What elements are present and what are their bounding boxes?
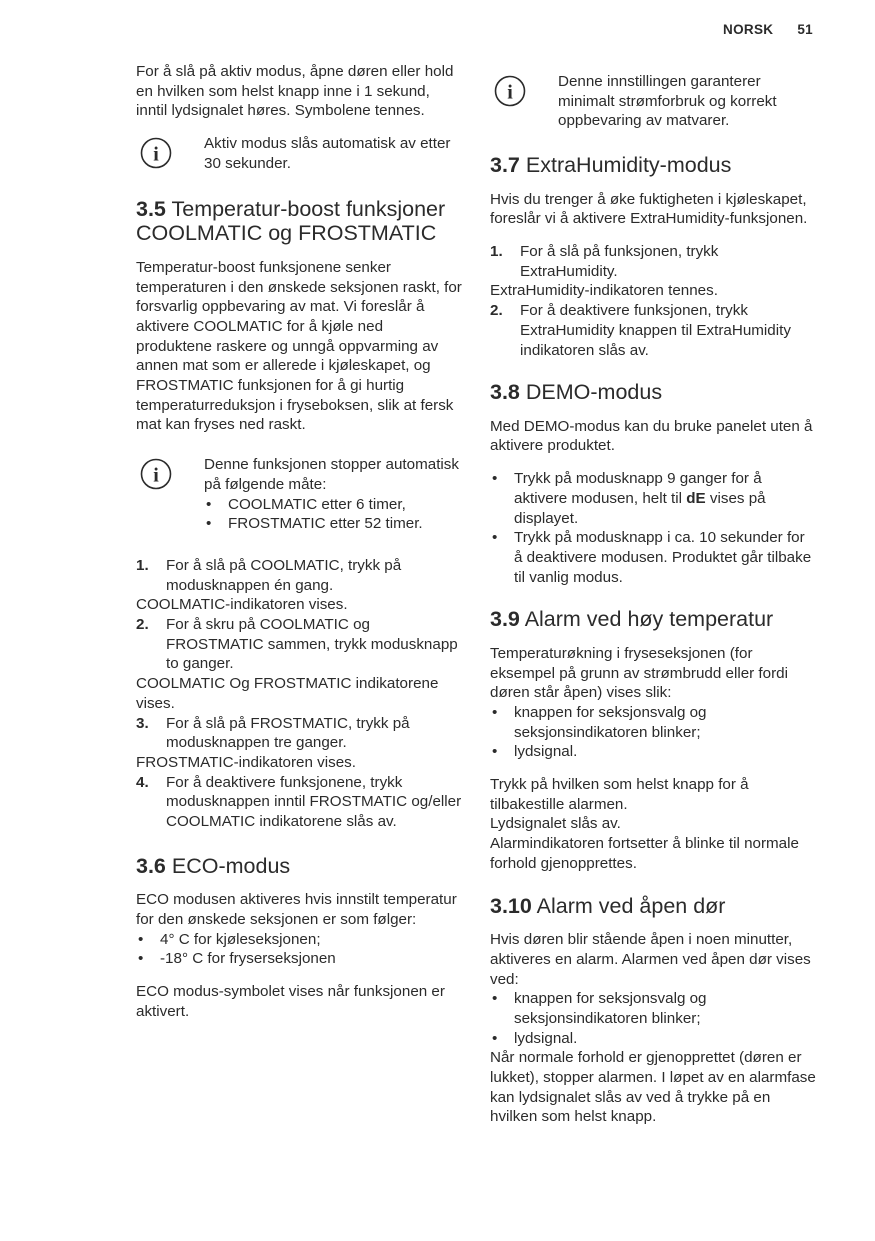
section-paragraph: Trykk på hvilken som helst knapp for å tilbakestille alarmen. bbox=[490, 776, 749, 813]
list-item: • Trykk på modusknapp i ca. 10 sekunder for å deaktivere modusen. Produktet går tilbake til vanlig modus. bbox=[490, 528, 816, 587]
section-heading-3-10: 3.10 Alarm ved åpen dør bbox=[490, 893, 726, 918]
info-note-text: Aktiv modus slås automatisk av etter 30 sekunder. bbox=[204, 135, 451, 172]
info-note-text: Denne funksjonen stopper automatisk på følgende måte: bbox=[204, 456, 459, 493]
page-header bbox=[703, 22, 813, 37]
info-note-text: Denne innstillingen garanterer minimalt strømforbruk og korrekt oppbevaring av matvarer. bbox=[558, 73, 777, 130]
svg-text:i: i bbox=[507, 81, 513, 104]
section-paragraph: Alarmindikatoren fortsetter å blinke til normale forhold gjenopprettes. bbox=[490, 835, 799, 872]
section-heading-3-6: 3.6 ECO-modus bbox=[136, 853, 291, 878]
svg-text:i: i bbox=[153, 464, 159, 487]
info-note bbox=[490, 72, 816, 131]
list-item: • lydsignal. bbox=[490, 1029, 816, 1049]
list-item: • lydsignal. bbox=[490, 742, 816, 762]
section-body: Med DEMO-modus kan du bruke panelet uten å aktivere produktet. bbox=[490, 417, 813, 455]
section-paragraph: ECO modus-symbolet vises når funksjonen er aktivert. bbox=[136, 983, 445, 1020]
display-code: dE bbox=[686, 489, 706, 507]
list-item: • knappen for seksjonsvalg og seksjonsindikatoren blinker; bbox=[490, 989, 816, 1028]
section-paragraph: Lydsignalet slås av. bbox=[490, 815, 621, 833]
right-column bbox=[490, 72, 816, 1127]
section-body: Temperaturøkning i fryseseksjonen (for eksempel på grunn av strømbrudd eller fordi døren står åpen) vises slik: bbox=[490, 644, 788, 702]
section-label: NORSK bbox=[723, 22, 774, 37]
section-body: ECO modusen aktiveres hvis innstilt temperatur for den ønskede seksjonen er som følger: bbox=[136, 891, 457, 928]
list-item: • COOLMATIC etter 6 timer, bbox=[204, 495, 462, 515]
section-paragraph: Når normale forhold er gjenopprettet (døren er lukket), stopper alarmen. I løpet av en alarmfase kan lydsignalet slås av ved å trykke på en hvilken som helst knapp. bbox=[490, 1049, 816, 1126]
section-heading-3-9: 3.9 Alarm ved høy temperatur bbox=[490, 607, 774, 632]
info-icon bbox=[136, 134, 204, 175]
info-note bbox=[136, 455, 462, 534]
step-item: 4. For å deaktivere funksjonene, trykk modusknappen inntil FROSTMATIC og/eller COOLMATIC indikatorene slås av. bbox=[136, 773, 462, 831]
section-heading-3-8: 3.8 DEMO-modus bbox=[490, 380, 663, 405]
page-number: 51 bbox=[797, 22, 813, 37]
step-item: 2. For å deaktivere funksjonen, trykk ExtraHumidity knappen til ExtraHumidity indikatoren slås av. bbox=[490, 302, 791, 359]
step-item: 1. For å slå på funksjonen, trykk ExtraHumidity. bbox=[490, 243, 719, 280]
section-heading-3-7: 3.7 ExtraHumidity-modus bbox=[490, 153, 732, 178]
step-item: 3. For å slå på FROSTMATIC, trykk på modusknappen tre ganger. bbox=[136, 714, 410, 752]
step-result: COOLMATIC-indikatoren vises. bbox=[136, 596, 348, 614]
step-result: COOLMATIC Og FROSTMATIC indikatorene vises. bbox=[136, 675, 439, 712]
section-body: Temperatur-boost funksjonene senker temperaturen i den ønskede seksjonen raskt, for forsvarlig oppbevaring av mat. Vi foreslår å aktivere COOLMATIC for å kjøle ned produktene raskere og unngå oppvarming av annen mat som er allerede i kjøleskapet, og FROSTMATIC funksjonen for å gi hurtig temperaturreduksjon i fryseboksen, slik at fersk mat kan fryses ned raskt. bbox=[136, 258, 462, 434]
section-heading-3-5: 3.5 Temperatur-boost funksjoner COOLMATIC og FROSTMATIC bbox=[136, 196, 446, 246]
list-item: • Trykk på modusknapp 9 ganger for å aktivere modusen, helt til dE vises på displayet. bbox=[490, 469, 816, 528]
section-body: Hvis du trenger å øke fuktigheten i kjøleskapet, foreslår vi å aktivere ExtraHumidity-funksjonen. bbox=[490, 190, 808, 228]
info-icon bbox=[136, 455, 204, 534]
step-result: ExtraHumidity-indikatoren tennes. bbox=[490, 282, 718, 300]
section-body: Hvis døren blir stående åpen i noen minutter, aktiveres en alarm. Alarmen ved åpen dør vises ved: bbox=[490, 931, 811, 988]
list-item: • knappen for seksjonsvalg og seksjonsindikatoren blinker; bbox=[490, 703, 816, 742]
step-item: 1. For å slå på COOLMATIC, trykk på modusknappen én gang. bbox=[136, 556, 402, 594]
list-item: • -18° C for fryserseksjonen bbox=[136, 949, 462, 969]
info-icon bbox=[490, 72, 558, 131]
svg-text:i: i bbox=[153, 143, 159, 166]
intro-paragraph: For å slå på aktiv modus, åpne døren eller hold en hvilken som helst knapp inne i 1 sekund, inntil lydsignalet høres. Symbolene tennes. bbox=[136, 63, 454, 120]
left-column bbox=[136, 62, 462, 1035]
step-result: FROSTMATIC-indikatoren vises. bbox=[136, 753, 356, 771]
steps-list bbox=[136, 556, 462, 595]
list-item: • FROSTMATIC etter 52 timer. bbox=[204, 514, 462, 534]
step-item: 2. For å skru på COOLMATIC og FROSTMATIC sammen, trykk modusknapp to ganger. bbox=[136, 616, 458, 673]
info-note bbox=[136, 134, 462, 175]
list-item: • 4° C for kjøleseksjonen; bbox=[136, 930, 462, 950]
